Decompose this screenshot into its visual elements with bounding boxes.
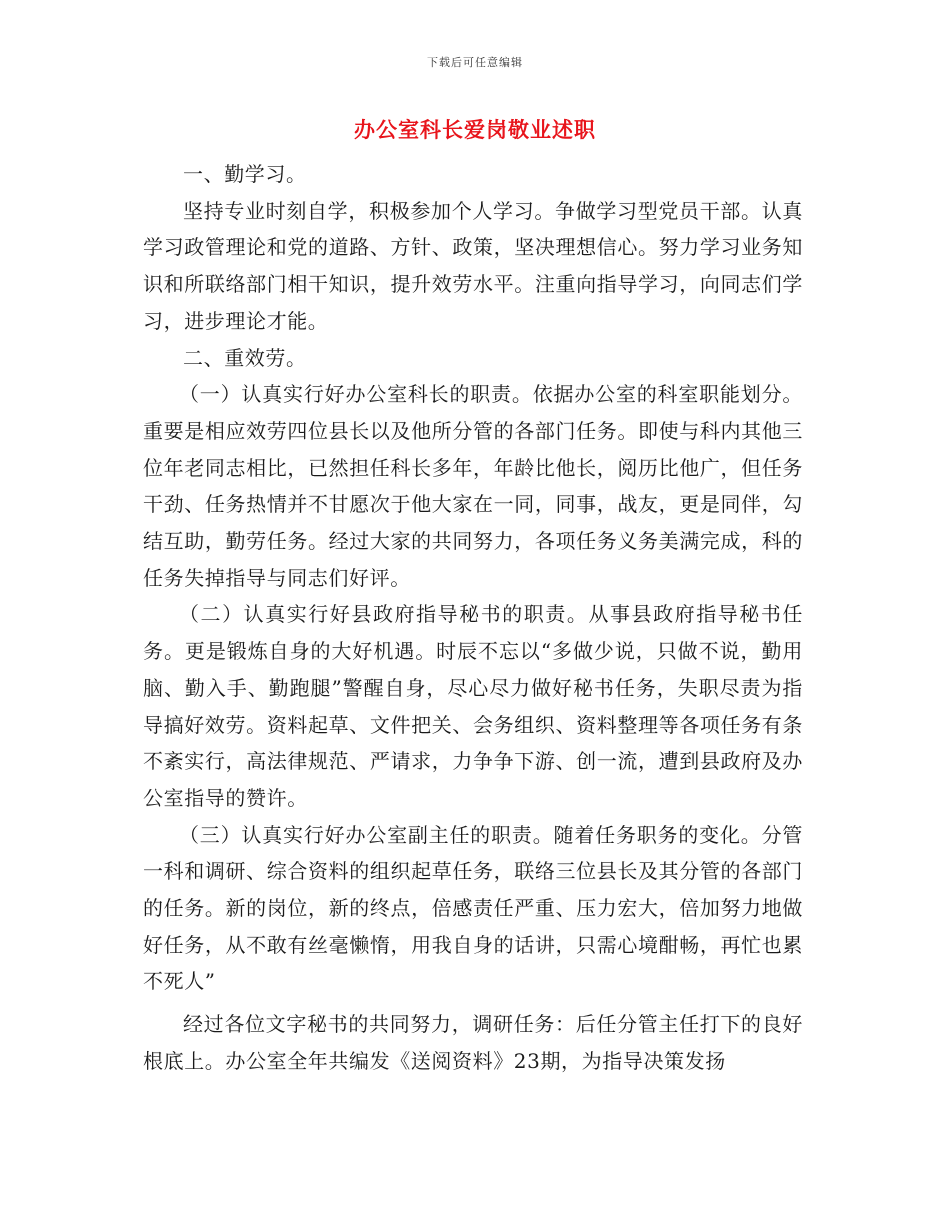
paragraph-research: 经过各位文字秘书的共同努力，调研任务：后任分管主任打下的良好根底上。办公室全年共编发《送阅资料》23期，为指导决策发扬 xyxy=(143,1012,803,1073)
section-heading-study: 一、勤学习。 xyxy=(183,162,307,186)
paragraph-service-2: （二）认真实行好县政府指导秘书的职责。从事县政府指导秘书任务。更是锻炼自身的大好机遇。时辰不忘以“多做少说，只做不说，勤用脑、勤入手、勤跑腿”警醒自身，尽心尽力做好秘书任务，失职尽责为指导搞好效劳。资料起草、文件把关、会务组织、资料整理等各项任务有条不紊实行，高法律规范、严请求，力争争下游、创一流，遭到县政府及办公室指导的赞许。 xyxy=(143,602,803,810)
document-title: 办公室科长爱岗敬业述职 xyxy=(354,117,596,142)
paragraph-study: 坚持专业时刻自学，积极参加个人学习。争做学习型党员干部。认真学习政管理论和党的道路、方针、政策，坚决理想信心。努力学习业务知识和所联络部门相干知识，提升效劳水平。注重向指导学习，向同志们学习，进步理论才能。 xyxy=(143,198,803,333)
document-body xyxy=(143,156,803,1080)
section-heading-service: 二、重效劳。 xyxy=(183,345,307,370)
header-note: 下载后可任意编辑 xyxy=(427,56,523,69)
paragraph-service-3: （三）认真实行好办公室副主任的职责。随着任务职务的变化。分管一科和调研、综合资料的组织起草任务，联络三位县长及其分管的各部门的任务。新的岗位，新的终点，倍感责任严重、压力宏大，倍加努力地做好任务，从不敢有丝毫懒惰，用我自身的话讲，只需心境酣畅，再忙也累不死人” xyxy=(143,822,803,994)
paragraph-service-1: （一）认真实行好办公室科长的职责。依据办公室的科室职能划分。重要是相应效劳四位县长以及他所分管的各部门任务。即使与科内其他三位年老同志相比，已然担任科长多年，年龄比他长，阅历比他广，但任务干劲、任务热情并不甘愿次于他大家在一同，同事，战友，更是同伴，勾结互助，勤劳任务。经过大家的共同努力，各项任务义务美满完成，科的任务失掉指导与同志们好评。 xyxy=(143,382,803,590)
